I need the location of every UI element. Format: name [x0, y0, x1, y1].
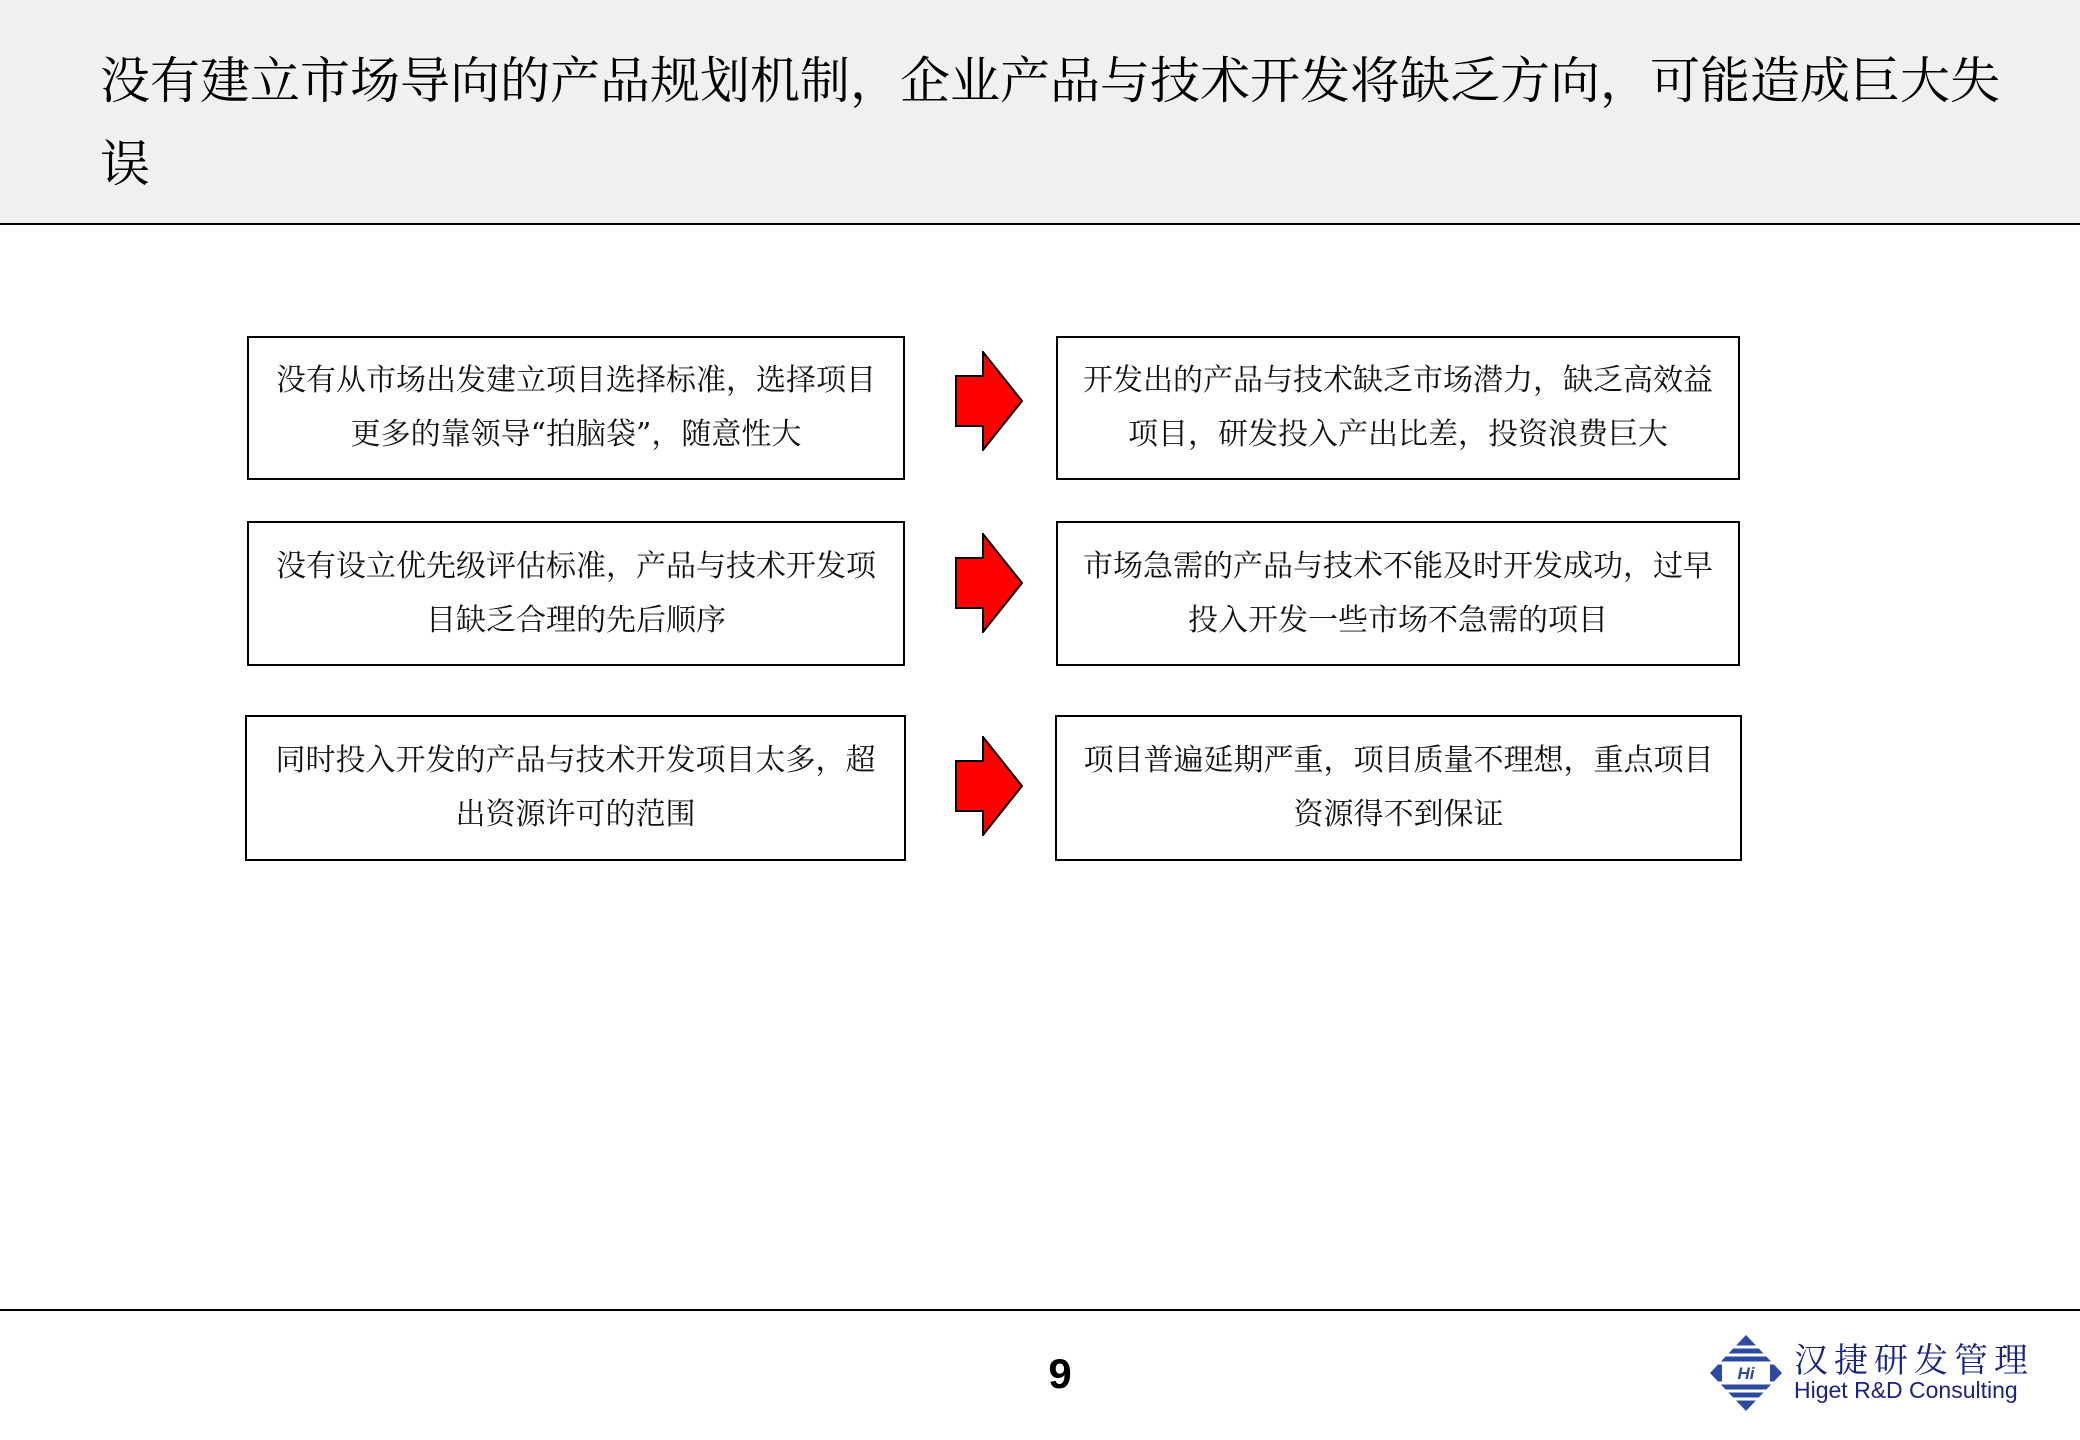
- title-bar: [0, 0, 2080, 225]
- right-arrow-icon: [955, 736, 1023, 836]
- effect-box-2: 市场急需的产品与技术不能及时开发成功，过早投入开发一些市场不急需的项目: [1056, 521, 1740, 666]
- footer-divider: [0, 1309, 2080, 1311]
- right-arrow-icon: [955, 351, 1023, 451]
- cause-box-1: 没有从市场出发建立项目选择标准，选择项目更多的靠领导“拍脑袋”，随意性大: [247, 336, 905, 480]
- right-arrow-icon: [955, 533, 1023, 633]
- effect-box-3: 项目普遍延期严重，项目质量不理想，重点项目资源得不到保证: [1055, 715, 1742, 861]
- logo-english-name: Higet R&D Consulting: [1794, 1377, 2018, 1403]
- svg-text:Hi: Hi: [1737, 1364, 1755, 1383]
- slide-title: 没有建立市场导向的产品规划机制，企业产品与技术开发将缺乏方向，可能造成巨大失误: [100, 52, 2000, 193]
- page-number: 9: [1048, 1350, 1072, 1397]
- cause-box-3: 同时投入开发的产品与技术开发项目太多，超出资源许可的范围: [245, 715, 906, 861]
- company-logo: [1708, 1333, 2038, 1413]
- effect-box-1: 开发出的产品与技术缺乏市场潜力，缺乏高效益项目，研发投入产出比差，投资浪费巨大: [1056, 336, 1740, 480]
- cause-box-2: 没有设立优先级评估标准，产品与技术开发项目缺乏合理的先后顺序: [247, 521, 905, 666]
- logo-chinese-name: 汉捷研发管理: [1794, 1341, 2034, 1381]
- higet-logo-icon: [1708, 1333, 1784, 1413]
